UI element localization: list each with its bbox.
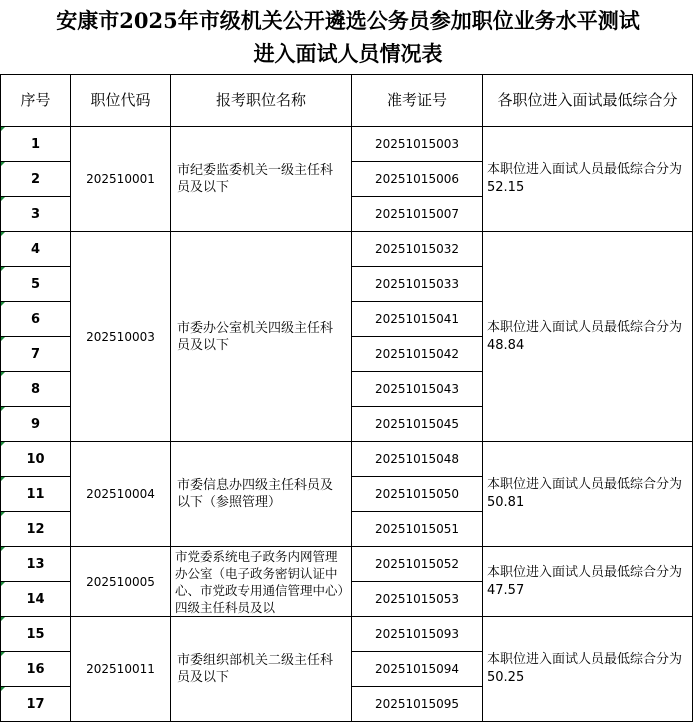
exam-number-cell: 20251015093: [352, 617, 483, 652]
position-code-cell: 202510011: [71, 617, 171, 722]
exam-number-cell: 20251015052: [352, 547, 483, 582]
seq-cell: 7: [1, 337, 71, 372]
position-code-cell: 202510004: [71, 442, 171, 547]
exam-number-cell: 20251015095: [352, 687, 483, 722]
seq-cell: 2: [1, 162, 71, 197]
table-row: [1, 617, 693, 652]
exam-number-cell: 20251015094: [352, 652, 483, 687]
interview-table: [0, 74, 693, 722]
position-name-text: 市党委系统电子政务内网管理办公室（电子政务密钥认证中心、市党政专用通信管理中心）四级主任科员及以: [175, 548, 344, 615]
seq-cell: 12: [1, 512, 71, 547]
table-row: [1, 232, 693, 267]
exam-number-cell: 20251015045: [352, 407, 483, 442]
header-code: 职位代码: [71, 75, 171, 127]
exam-number-cell: 20251015050: [352, 477, 483, 512]
min-score-cell: 本职位进入面试人员最低综合分为50.25: [483, 617, 693, 722]
position-name-text: 市委组织部机关二级主任科员及以下: [177, 653, 334, 685]
seq-cell: 1: [1, 127, 71, 162]
exam-number-cell: 20251015048: [352, 442, 483, 477]
seq-cell: 17: [1, 687, 71, 722]
table-row: [1, 127, 693, 162]
header-min-score: 各职位进入面试最低综合分: [483, 75, 693, 127]
seq-cell: 3: [1, 197, 71, 232]
min-score-cell: 本职位进入面试人员最低综合分为47.57: [483, 547, 693, 617]
position-name-cell: [171, 232, 352, 442]
title-line-2: 进入面试人员情况表: [253, 41, 443, 66]
document-title: [0, 0, 696, 74]
exam-number-cell: 20251015003: [352, 127, 483, 162]
table-body: [1, 127, 693, 722]
position-code-cell: 202510003: [71, 232, 171, 442]
position-name-cell: [171, 127, 352, 232]
min-score-cell: 本职位进入面试人员最低综合分为52.15: [483, 127, 693, 232]
seq-cell: 6: [1, 302, 71, 337]
seq-cell: 10: [1, 442, 71, 477]
position-name-text: 市委信息办四级主任科员及以下（参照管理）: [177, 478, 334, 510]
seq-cell: 5: [1, 267, 71, 302]
table-row: [1, 442, 693, 477]
title-line-1: 安康市2025年市级机关公开遴选公务员参加职位业务水平测试: [56, 8, 640, 33]
seq-cell: 16: [1, 652, 71, 687]
exam-number-cell: 20251015006: [352, 162, 483, 197]
header-seq: 序号: [1, 75, 71, 127]
table-row: [1, 547, 693, 582]
exam-number-cell: 20251015032: [352, 232, 483, 267]
seq-cell: 11: [1, 477, 71, 512]
seq-cell: 13: [1, 547, 71, 582]
exam-number-cell: 20251015033: [352, 267, 483, 302]
seq-cell: 4: [1, 232, 71, 267]
seq-cell: 9: [1, 407, 71, 442]
position-name-text: 市委办公室机关四级主任科员及以下: [177, 320, 334, 353]
position-name-cell: [171, 442, 352, 547]
position-code-cell: 202510005: [71, 547, 171, 617]
header-exam-no: 准考证号: [352, 75, 483, 127]
header-row: [1, 75, 693, 127]
exam-number-cell: 20251015051: [352, 512, 483, 547]
position-name-cell: [171, 547, 352, 617]
seq-cell: 15: [1, 617, 71, 652]
exam-number-cell: 20251015007: [352, 197, 483, 232]
header-name: 报考职位名称: [171, 75, 352, 127]
min-score-cell: 本职位进入面试人员最低综合分为48.84: [483, 232, 693, 442]
position-code-cell: 202510001: [71, 127, 171, 232]
position-name-cell: [171, 617, 352, 722]
min-score-cell: 本职位进入面试人员最低综合分为50.81: [483, 442, 693, 547]
exam-number-cell: 20251015042: [352, 337, 483, 372]
exam-number-cell: 20251015053: [352, 582, 483, 617]
seq-cell: 14: [1, 582, 71, 617]
exam-number-cell: 20251015041: [352, 302, 483, 337]
seq-cell: 8: [1, 372, 71, 407]
position-name-text: 市纪委监委机关一级主任科员及以下: [177, 163, 334, 195]
exam-number-cell: 20251015043: [352, 372, 483, 407]
